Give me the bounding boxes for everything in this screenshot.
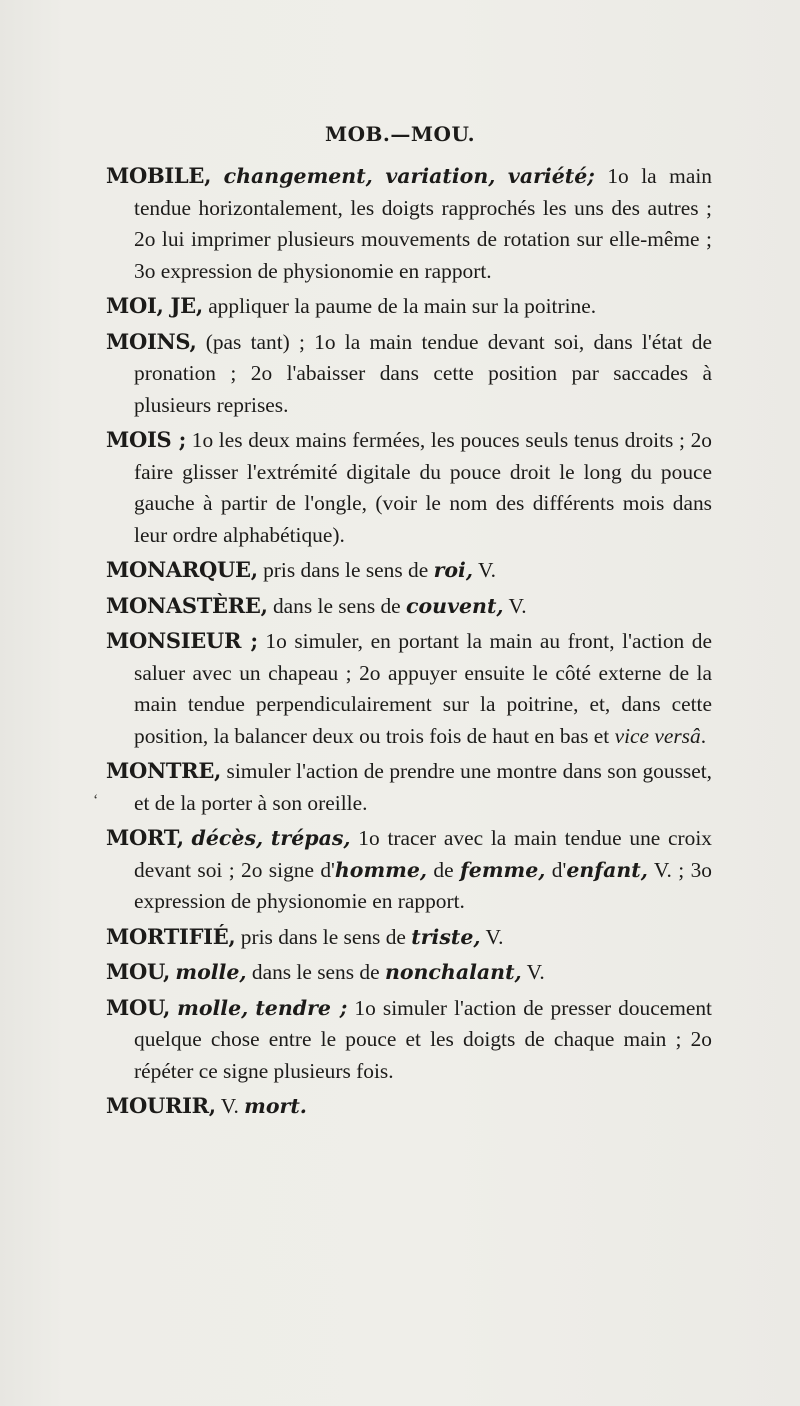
synonym: molle, xyxy=(177,995,249,1020)
entry-mort xyxy=(106,822,712,918)
definition: V. xyxy=(472,558,496,582)
synonym: variation, xyxy=(385,164,496,188)
synonym: tendre ; xyxy=(255,995,348,1020)
entry-mourir xyxy=(106,1090,712,1123)
entry-monarque xyxy=(106,554,712,587)
definition: 1o simuler l'action de presser doucement quelque chose entre le pouce et les doigts de chaque main ; 2o répéter ce signe plusieurs fois. xyxy=(134,995,712,1083)
definition: simuler l'action de prendre une montre dans son gousset, et de la porter à son oreille. xyxy=(134,759,712,815)
definition: V. xyxy=(215,1094,245,1118)
dictionary-entries xyxy=(106,160,712,1126)
definition: dans le sens de xyxy=(246,960,385,984)
italic-phrase: vice versâ xyxy=(614,723,701,748)
headword-mobile: MOBILE, xyxy=(106,163,212,188)
definition: 1o la main tendue horizontalement, les doigts rapprochés les uns des autres ; 2o lui imprimer plusieurs mouvements de rotation sur elle-même ; 3o expression de physionomie en rapport. xyxy=(134,164,712,283)
definition: dans le sens de xyxy=(267,593,407,618)
headword-monsieur: MONSIEUR ; xyxy=(106,628,258,653)
definition: pris dans le sens de xyxy=(257,558,434,582)
entry-monastere xyxy=(106,590,712,623)
entry-moins xyxy=(106,326,712,422)
margin-mark: ʻ xyxy=(93,792,99,809)
definition: appliquer la paume de la main sur la poitrine. xyxy=(202,294,597,318)
entry-mou-molle xyxy=(106,956,712,989)
synonym: trépas, xyxy=(270,826,351,850)
entry-mou-tendre xyxy=(106,992,712,1088)
definition: 1o simuler, en portant la main au front, l'action de saluer avec un chapeau ; 2o appuyer ensuite le côté externe de la main tendue perpendiculairement sur la poitrine, et, dans cette position, la balancer deux ou trois fois de haut en bas et xyxy=(134,629,712,748)
headword-monastere: MONASTÈRE, xyxy=(106,592,268,618)
cross-reference: nonchalant, xyxy=(384,960,522,984)
definition: d' xyxy=(545,857,567,882)
headword-moins: MOINS, xyxy=(106,328,197,354)
definition: (pas tant) ; 1o la main tendue devant soi, dans l'état de pronation ; 2o l'abaisser dans cette position par saccades à plusieurs reprises. xyxy=(134,329,712,417)
synonym: variété; xyxy=(507,164,595,188)
headword-mortifie: MORTIFIÉ, xyxy=(106,923,236,949)
definition: 1o les deux mains fermées, les pouces seuls tenus droits ; 2o faire glisser l'extrémité digitale du pouce droit le long du pouce gauche à partir de l'ongle, (voir le nom des différents mois dans leur ordre alphabétique). xyxy=(134,428,712,547)
cross-reference: homme, xyxy=(334,857,428,882)
definition: V. xyxy=(503,593,527,618)
cross-reference: couvent, xyxy=(406,593,504,618)
entry-montre xyxy=(106,755,712,819)
headword-mourir: MOURIR, xyxy=(106,1093,216,1118)
entry-monsieur xyxy=(106,625,712,752)
synonym: décès, xyxy=(191,826,264,850)
headword-mou: MOU, xyxy=(106,994,171,1020)
cross-reference: triste, xyxy=(411,924,481,949)
definition: V. xyxy=(480,924,504,949)
headword-mois: MOIS ; xyxy=(106,427,187,452)
cross-reference: enfant, xyxy=(566,857,648,882)
definition: V. ; 3o expression de physionomie en rapport. xyxy=(134,857,712,913)
definition: 1o tracer avec la main tendue une croix devant soi ; 2o signe d' xyxy=(134,826,712,882)
cross-reference: mort. xyxy=(244,1094,307,1118)
definition: de xyxy=(427,857,460,882)
definition: pris dans le sens de xyxy=(235,924,412,949)
headword-moi: MOI, JE, xyxy=(106,293,203,318)
synonym: changement, xyxy=(223,164,373,188)
headword-montre: MONTRE, xyxy=(106,758,222,783)
entry-moi xyxy=(106,290,712,323)
synonym: molle, xyxy=(175,960,247,984)
headword-monarque: MONARQUE, xyxy=(106,557,258,582)
definition: V. xyxy=(521,960,545,984)
definition: . xyxy=(700,723,707,748)
entry-mobile xyxy=(106,160,712,287)
entry-mois xyxy=(106,424,712,551)
headword-mort: MORT, xyxy=(106,825,184,850)
entry-mortifie xyxy=(106,921,712,954)
running-header: MOB.—MOU. xyxy=(324,122,476,146)
headword-mou: MOU, xyxy=(106,959,171,984)
cross-reference: roi, xyxy=(433,558,473,582)
cross-reference: femme, xyxy=(459,857,546,882)
